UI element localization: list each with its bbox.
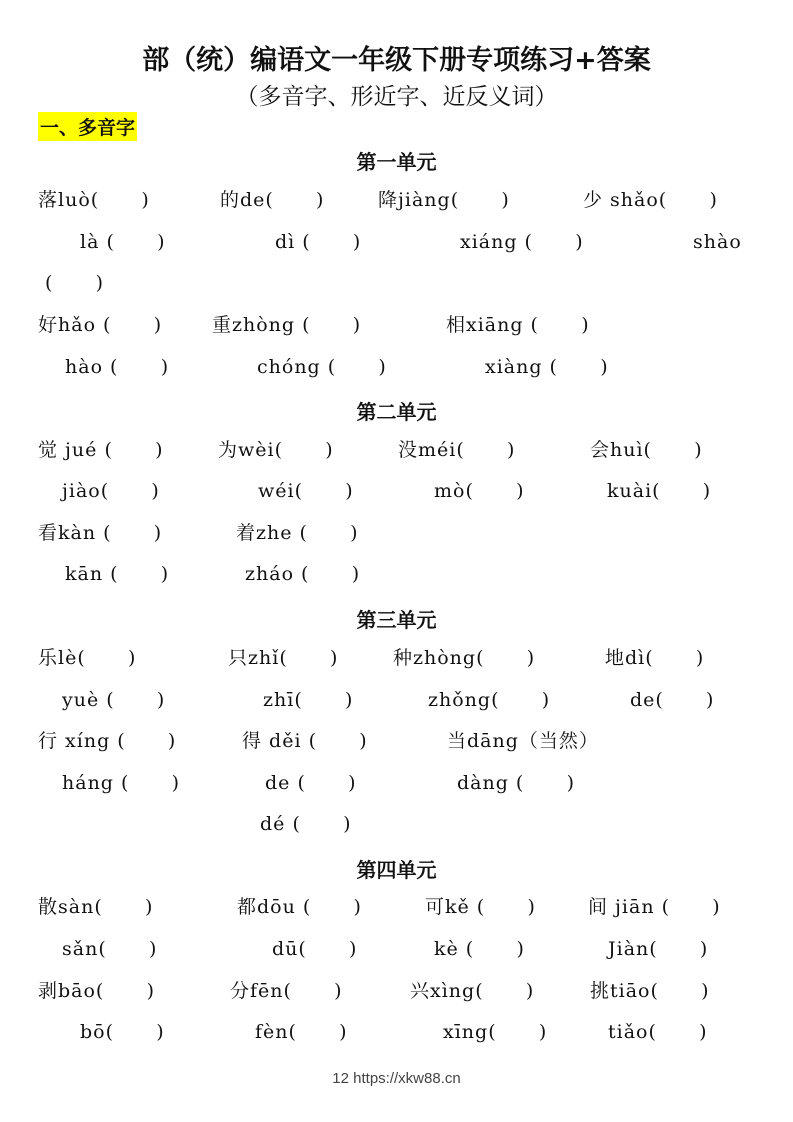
pinyin-exercise-item: 间 jiān ( ) [588, 896, 721, 918]
unit-heading: 第四单元 [356, 858, 437, 882]
pinyin-exercise-item: jiào( ) [62, 480, 160, 502]
pinyin-exercise-item: bō( ) [80, 1021, 165, 1043]
pinyin-exercise-item: 好hǎo ( ) [38, 314, 163, 336]
pinyin-exercise-item: xiáng ( ) [460, 231, 584, 253]
pinyin-exercise-item: dū( ) [272, 938, 358, 960]
pinyin-exercise-item: 地dì( ) [605, 647, 705, 669]
pinyin-exercise-item: kuài( ) [607, 480, 712, 502]
pinyin-exercise-item: háng ( ) [62, 772, 181, 794]
pinyin-exercise-item: xīng( ) [443, 1021, 548, 1043]
pinyin-exercise-item: 当dāng（当然） [447, 730, 599, 752]
pinyin-exercise-item: 兴xìng( ) [410, 980, 535, 1002]
pinyin-exercise-item: 相xiāng ( ) [446, 314, 590, 336]
document-subtitle: （多音字、形近字、近反义词） [235, 84, 558, 110]
pinyin-exercise-item: zhǒng( ) [428, 689, 551, 711]
pinyin-exercise-item: dé ( ) [260, 813, 352, 835]
pinyin-exercise-item: 会huì( ) [590, 439, 703, 461]
pinyin-exercise-item: xiàng ( ) [485, 356, 609, 378]
pinyin-exercise-item: chóng ( ) [257, 356, 387, 378]
pinyin-exercise-item: 都dōu ( ) [237, 896, 362, 918]
pinyin-exercise-item: 着zhe ( ) [236, 522, 359, 544]
pinyin-exercise-item: 可kě ( ) [425, 896, 536, 918]
pinyin-exercise-item: mò( ) [434, 480, 525, 502]
pinyin-exercise-item: kè ( ) [434, 938, 525, 960]
unit-heading: 第一单元 [356, 150, 437, 174]
pinyin-exercise-item: dàng ( ) [457, 772, 575, 794]
section-heading: 一、多音字 [38, 112, 137, 141]
pinyin-exercise-item: 乐lè( ) [38, 647, 137, 669]
pinyin-exercise-item: 种zhòng( ) [393, 647, 536, 669]
pinyin-exercise-item: 只zhǐ( ) [228, 647, 339, 669]
pinyin-exercise-item: sǎn( ) [62, 938, 158, 960]
pinyin-exercise-item: 散sàn( ) [38, 896, 154, 918]
pinyin-exercise-item: 觉 jué ( ) [38, 439, 164, 461]
pinyin-exercise-item: 看kàn ( ) [38, 522, 163, 544]
pinyin-exercise-item: 剥bāo( ) [38, 980, 155, 1002]
pinyin-exercise-item: 的de( ) [220, 189, 325, 211]
pinyin-exercise-item: kān ( ) [65, 563, 170, 585]
pinyin-exercise-item: 行 xíng ( ) [38, 730, 177, 752]
pinyin-exercise-item: 分fēn( ) [230, 980, 343, 1002]
pinyin-exercise-item: 挑tiāo( ) [590, 980, 710, 1002]
unit-heading: 第三单元 [356, 608, 437, 632]
document-title: 部（统）编语文一年级下册专项练习+答案 [142, 45, 651, 76]
pinyin-exercise-item: 落luò( ) [38, 189, 150, 211]
pinyin-exercise-item: de ( ) [265, 772, 357, 794]
pinyin-exercise-item: fèn( ) [255, 1021, 348, 1043]
unit-heading: 第二单元 [356, 400, 437, 424]
pinyin-exercise-item: ( ) [45, 272, 105, 294]
pinyin-exercise-item: 少 shǎo( ) [583, 189, 718, 211]
pinyin-exercise-item: zhī( ) [263, 689, 354, 711]
pinyin-exercise-item: tiǎo( ) [608, 1021, 708, 1043]
pinyin-exercise-item: 重zhòng ( ) [212, 314, 362, 336]
pinyin-exercise-item: 得 děi ( ) [242, 730, 368, 752]
pinyin-exercise-item: là ( ) [80, 231, 166, 253]
pinyin-exercise-item: 为wèi( ) [218, 439, 334, 461]
pinyin-exercise-item: shào [693, 231, 742, 253]
pinyin-exercise-item: 降jiàng( ) [378, 189, 510, 211]
pinyin-exercise-item: 没méi( ) [398, 439, 516, 461]
pinyin-exercise-item: zháo ( ) [245, 563, 361, 585]
pinyin-exercise-item: Jiàn( ) [608, 938, 709, 960]
pinyin-exercise-item: dì ( ) [275, 231, 362, 253]
pinyin-exercise-item: de( ) [630, 689, 715, 711]
pinyin-exercise-item: wéi( ) [258, 480, 354, 502]
pinyin-exercise-item: hào ( ) [65, 356, 170, 378]
page-footer: 12 https://xkw88.cn [332, 1070, 461, 1087]
pinyin-exercise-item: yuè ( ) [62, 689, 166, 711]
